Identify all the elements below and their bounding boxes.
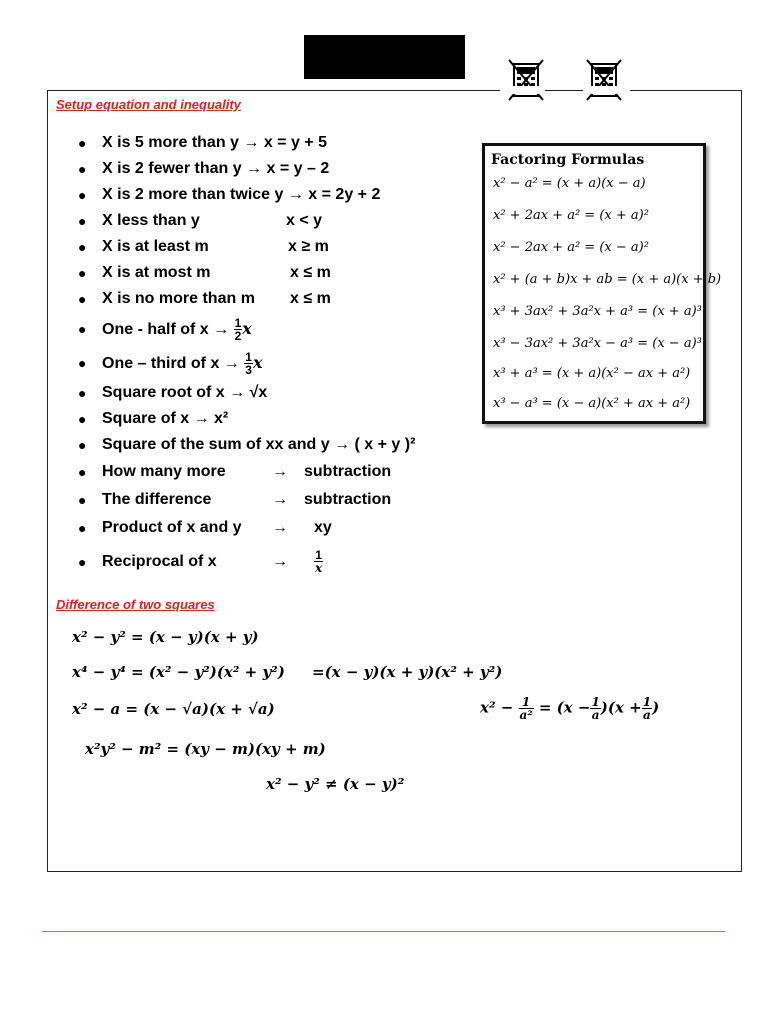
formula-row: x² + 2ax + a² = (x + a)² [493,208,649,223]
frame-connector [545,90,583,91]
factoring-formulas-box [482,143,722,424]
list-item: ● X less than y x < y [78,212,323,229]
list-item: ● One - half of x → $\frac{1}{2}$ x [78,316,252,344]
section-heading-difference: Difference of two squares [56,597,215,612]
footer-divider [42,931,725,932]
list-item: ● The difference → subtraction [78,491,392,508]
list-item: ● How many more → subtraction [78,463,392,480]
formula-row: x² − a² = (x + a)(x − a) [493,176,646,191]
formula-row: x³ − 3ax² + 3a²x − a³ = (x − a)³ [493,336,702,351]
formula-row: x² + (a + b)x + ab = (x + a)(x + b) [493,272,722,287]
list-item: ● X is 2 fewer than y → x = y – 2 [78,160,330,177]
equation-2: x⁴ − y⁴ = (x² − y²)(x² + y²) [72,663,285,681]
redacted-title-bar [304,35,465,79]
list-item: ● Product of x and y → xy [78,519,332,536]
list-item: ● Square of the sum of xx and y → ( x + y )² [78,436,416,453]
factoring-title: Factoring Formulas [491,152,645,168]
setup-rules-list [78,130,498,582]
list-item: ● Square root of x → √x [78,384,268,401]
formula-row: x² − 2ax + a² = (x − a)² [493,240,649,255]
formula-row: x³ + a³ = (x + a)(x² − ax + a²) [493,366,691,381]
formula-row: x³ − a³ = (x − a)(x² + ax + a²) [493,396,691,411]
equation-5: x²y² − m² = (xy − m)(xy + m) [85,740,326,758]
equation-3: x² − a = (x − √a)(x + √a) [72,700,275,718]
list-item: ● X is 2 more than twice y → x = 2y + 2 [78,186,381,203]
list-item: ● Square of x → x² [78,410,229,427]
section-heading-setup: Setup equation and inequality [56,97,241,112]
list-item: ● X is at most m x ≤ m [78,264,331,281]
equation-6: x² − y² ≠ (x − y)² [266,775,405,793]
list-item: ● X is no more than m x ≤ m [78,290,331,307]
equation-2-expanded: =(x − y)(x + y)(x² + y²) [312,663,503,681]
list-item: ● One – third of x → $\frac{1}{3}$ x [78,350,263,378]
equation-4: x² − $\frac{1}{\text{a²}}$ = (x − $\frac{1}{a}$ )(x + $\frac{1}{a}$ ) [480,695,660,722]
list-item: ● X is at least m x ≥ m [78,238,329,255]
list-item: ● X is 5 more than y → x = y + 5 [78,134,327,151]
equation-1: x² − y² = (x − y)(x + y) [72,628,259,646]
list-item: ● Reciprocal of x → $\frac{1}{x}$ [78,548,323,576]
formula-row: x³ + 3ax² + 3a²x + a³ = (x + a)³ [493,304,702,319]
